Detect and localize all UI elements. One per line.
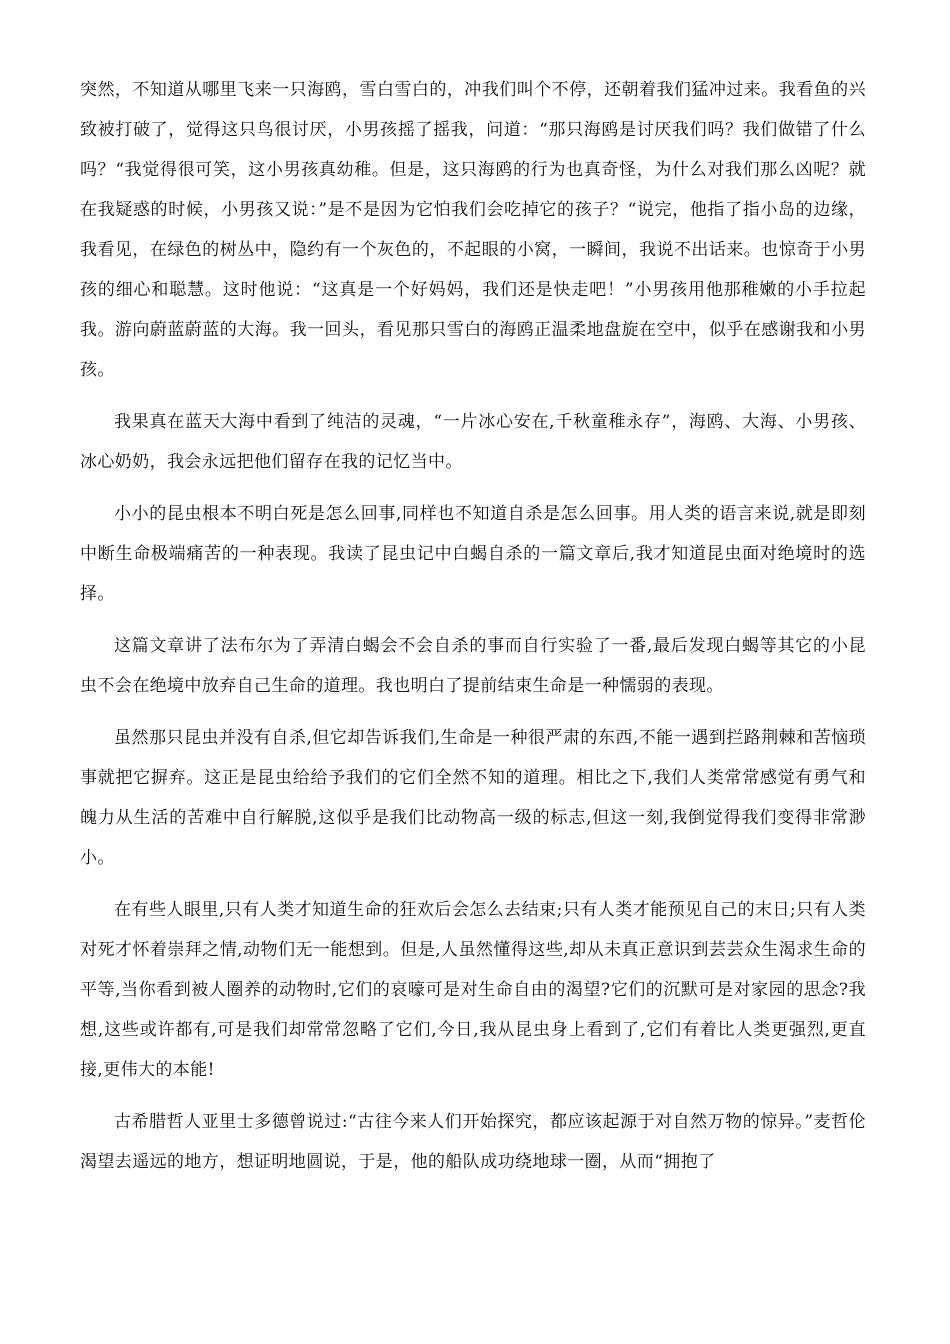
paragraph-human-view: 在有些人眼里,只有人类才知道生命的狂欢后会怎么去结束;只有人类才能预见自己的末日;只有人类对死才怀着崇拜之情,动物们无一能想到。但是,人虽然懂得这些,却从未真正意识到芸芸众生渴求生命的平等,当你看到被人圈养的动物时,它们的哀嚎可是对生命自由的渴望?它们的沉默可是对家园的思念?我想,这些或许都有,可是我们却常常忽略了它们,今日,我从昆虫身上看到了,它们有着比人类更强烈,更直接,更伟大的本能! [80,900,866,1080]
paragraph-fabre-experiment: 这篇文章讲了法布尔为了弄清白蝎会不会自杀的事而自行实验了一番,最后发现白蝎等其它的小昆虫不会在绝境中放弃自己生命的道理。我也明白了提前结束生命是一种懦弱的表现。 [80,636,866,696]
paragraph-seagull-story: 突然，不知道从哪里飞来一只海鸥，雪白雪白的，冲我们叫个不停，还朝着我们猛冲过来。我看鱼的兴致被打破了，觉得这只鸟很讨厌，小男孩摇了摇我，问道：“那只海鸥是讨厌我们吗？我们做错了什么吗？“我觉得很可笑，这小男孩真幼稚。但是，这只海鸥的行为也真奇怪，为什么对我们那么凶呢？就在我疑惑的时候，小男孩又说：”是不是因为它怕我们会吃掉它的孩子？“说完，他指了指小岛的边缘，我看见，在绿色的树丛中，隐约有一个灰色的，不起眼的小窝，一瞬间，我说不出话来。也惊奇于小男孩的细心和聪慧。这时他说：“这真是一个好妈妈，我们还是快走吧！”小男孩用他那稚嫩的小手拉起我。游向蔚蓝蔚蓝的大海。我一回头，看见那只雪白的海鸥正温柔地盘旋在空中，似乎在感谢我和小男孩。 [80,80,866,380]
paragraph-life-serious: 虽然那只昆虫并没有自杀,但它却告诉我们,生命是一种很严肃的东西,不能一遇到拦路荆棘和苦恼琐事就把它摒弃。这正是昆虫给给予我们的它们全然不知的道理。相比之下,我们人类常常感觉有勇气和魄力从生活的苦难中自行解脱,这似乎是我们比动物高一级的标志,但这一刻,我倒觉得我们变得非常渺小。 [80,728,866,868]
paragraph-aristotle: 古希腊哲人亚里士多德曾说过:“古往今来人们开始探究，都应该起源于对自然万物的惊异。”麦哲伦渴望去遥远的地方，想证明地圆说，于是，他的船队成功绕地球一圈，从而“拥抱了 [80,1112,866,1172]
paragraph-insect-death: 小小的昆虫根本不明白死是怎么回事,同样也不知道自杀是怎么回事。用人类的语言来说,就是即刻中断生命极端痛苦的一种表现。我读了昆虫记中白蝎自杀的一篇文章后,我才知道昆虫面对绝境时的选择。 [80,504,866,604]
paragraph-pure-soul: 我果真在蓝天大海中看到了纯洁的灵魂，“一片冰心安在,千秋童稚永存”，海鸥、大海、小男孩、冰心奶奶，我会永远把他们留存在我的记忆当中。 [80,412,866,472]
document-page [80,70,866,1182]
